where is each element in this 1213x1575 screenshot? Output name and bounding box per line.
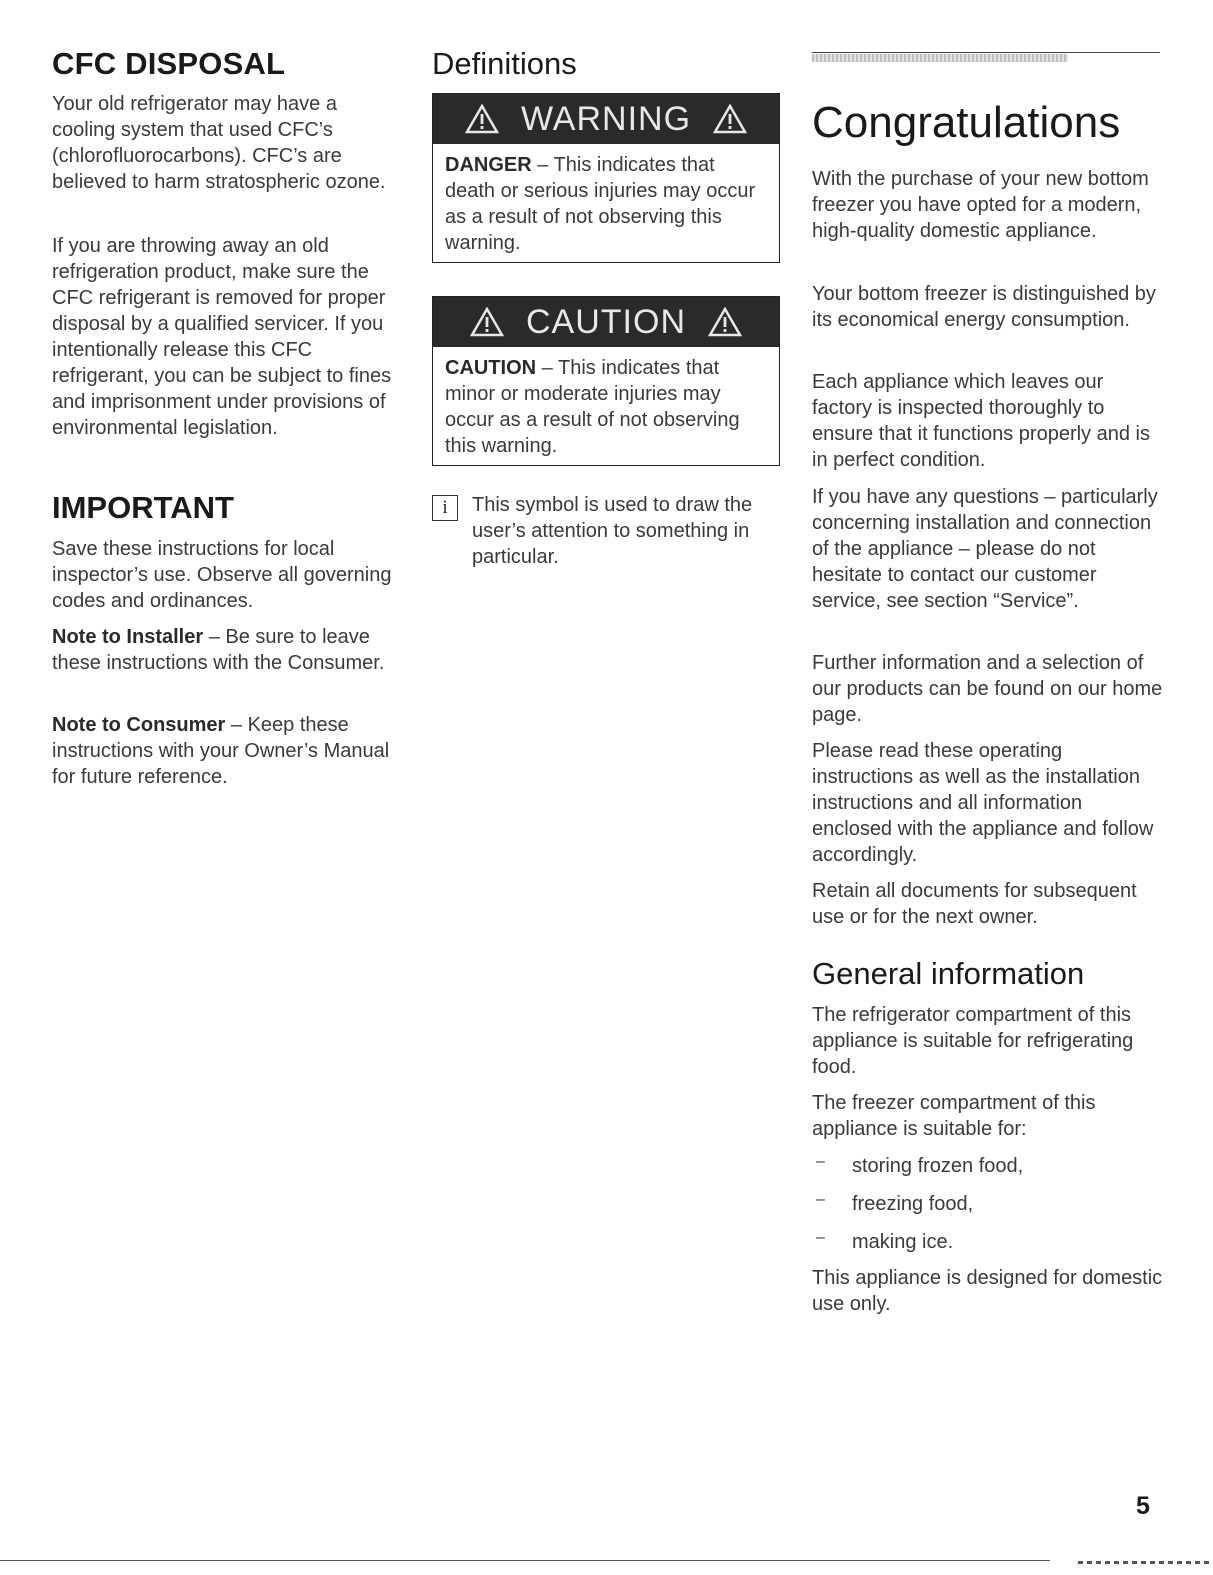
congrats-paragraph-2: Your bottom freezer is distinguished by its economical energy consumption. (812, 283, 1156, 331)
page-number: 5 (1136, 1492, 1150, 1520)
caution-text: – This indicates that minor or moderate injuries may occur as a result of not observing this warning. (445, 357, 740, 457)
list-item-text: freezing food, (852, 1193, 974, 1215)
warning-description (433, 144, 779, 262)
caution-label: CAUTION (526, 302, 686, 341)
general-information-heading: General information (812, 956, 1085, 991)
important-paragraph: Save these instructions for local inspector’s use. Observe all governing codes and ordinances. (52, 538, 392, 612)
congrats-paragraph-1: With the purchase of your new bottom freezer you have opted for a modern, high-quality domestic appliance. (812, 168, 1149, 242)
list-dash: – (816, 1229, 825, 1246)
danger-text: – This indicates that death or serious injuries may occur as a result of not observing this warning. (445, 154, 756, 254)
warning-bar (433, 94, 779, 144)
note-to-consumer (52, 712, 397, 790)
caution-triangle-icon (708, 307, 742, 337)
top-shade-bar (812, 54, 1068, 62)
warning-label: WARNING (520, 99, 692, 138)
list-item-text: making ice. (852, 1231, 954, 1253)
caution-lead-label: CAUTION (445, 357, 537, 379)
list-item (812, 1153, 1167, 1179)
list-dash: – (816, 1153, 825, 1170)
list-item (812, 1191, 1167, 1217)
congratulations-heading: Congratulations (812, 98, 1121, 147)
congrats-paragraph-4: If you have any questions – particularly concerning installation and connection of the appliance – please do not hesitate to contact our customer service, see section “Service”. (812, 486, 1158, 612)
general-paragraph-1: The refrigerator compartment of this appliance is suitable for refrigerating food. (812, 1004, 1134, 1078)
top-rule (812, 52, 1160, 53)
list-item-text: storing frozen food, (852, 1155, 1024, 1177)
warning-triangle-icon (713, 104, 747, 134)
congrats-paragraph-6: Please read these operating instructions as well as the installation instructions and all information enclosed with the appliance and follow accordingly. (812, 740, 1154, 866)
info-icon: i (432, 495, 458, 521)
list-dash: – (816, 1191, 825, 1208)
note-to-consumer-label: Note to Consumer (52, 714, 226, 736)
congrats-paragraph-3: Each appliance which leaves our factory is inspected thoroughly to ensure that it functions properly and is in perfect condition. (812, 371, 1150, 471)
congrats-paragraph-5: Further information and a selection of our products can be found on our home page. (812, 652, 1163, 726)
bottom-dotted-rule (1078, 1561, 1213, 1564)
caution-triangle-icon (470, 307, 504, 337)
note-to-installer (52, 624, 397, 676)
info-symbol-definition (432, 492, 782, 570)
warning-triangle-icon (465, 104, 499, 134)
caution-description (433, 347, 779, 465)
cfc-paragraph-1: Your old refrigerator may have a cooling system that used CFC’s (chlorofluorocarbons). CFC’s are believed to harm stratospheric ozone. (52, 93, 386, 193)
definitions-heading: Definitions (432, 46, 577, 81)
cfc-paragraph-2: If you are throwing away an old refrigeration product, make sure the CFC refrigerant is removed for proper disposal by a qualified servicer. If you intentionally release this CFC refrigerant, you can be subject to fines and imprisonment under provisions of environmental legislation. (52, 235, 392, 439)
bottom-rule (0, 1560, 1050, 1561)
cfc-disposal-heading: CFC DISPOSAL (52, 46, 286, 81)
note-to-installer-text: – Be sure to leave these instructions with the Consumer. (52, 626, 385, 674)
caution-bar (433, 297, 779, 347)
note-to-installer-label: Note to Installer (52, 626, 204, 648)
note-to-consumer-text: – Keep these instructions with your Owner’s Manual for future reference. (52, 714, 390, 788)
caution-box (432, 296, 780, 466)
list-item (812, 1229, 1167, 1255)
info-symbol-text: This symbol is used to draw the user’s attention to something in particular. (472, 494, 753, 568)
danger-label: DANGER (445, 154, 532, 176)
warning-box (432, 93, 780, 263)
congrats-paragraph-7: Retain all documents for subsequent use or for the next owner. (812, 880, 1137, 928)
general-paragraph-3: This appliance is designed for domestic use only. (812, 1267, 1163, 1315)
important-heading: IMPORTANT (52, 490, 234, 525)
general-paragraph-2: The freezer compartment of this appliance is suitable for: (812, 1092, 1096, 1140)
